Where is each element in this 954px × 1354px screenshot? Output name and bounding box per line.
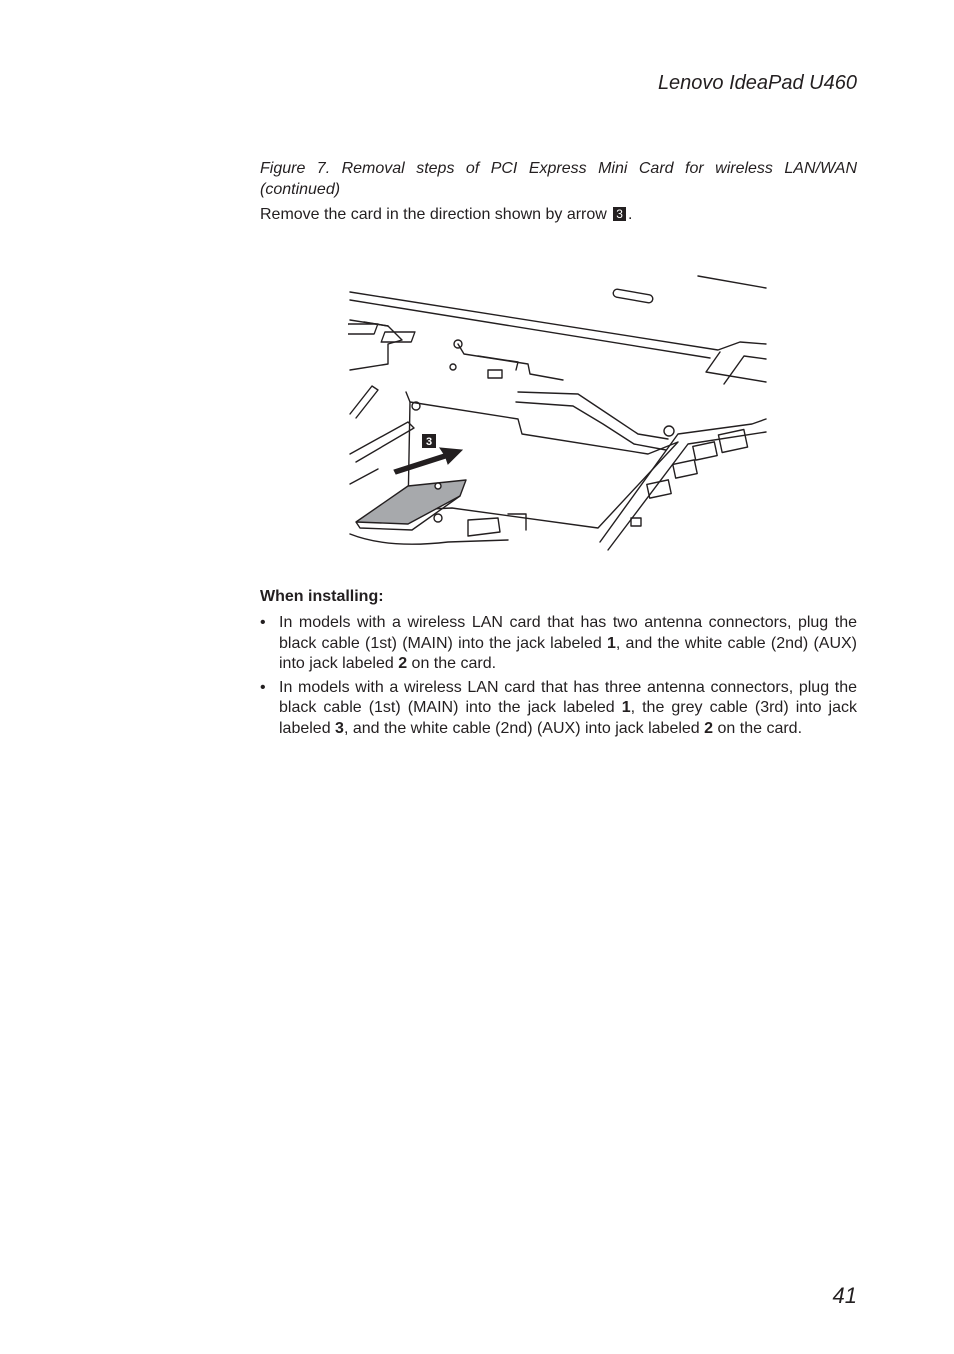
bullet-marker: • [260,614,266,631]
instruction-text-after: . [627,206,633,223]
laptop-internals-drawing [348,274,768,554]
item-text: on the card. [407,655,497,672]
instruction-text [260,204,857,225]
figure-text-block [260,158,857,225]
instruction-text-before: Remove the card in the direction shown by arrow [260,206,607,223]
running-header: Lenovo IdeaPad U460 [657,72,857,94]
step-badge: 3 [613,207,626,221]
bullet-marker: • [260,678,266,696]
installing-heading: When installing: [260,588,384,605]
installing-section [260,586,857,742]
figure-caption: Figure 7. Removal steps of PCI Express Mini Card for wireless LAN/WAN (continued) [260,160,857,198]
item-text: , the grey cable (3rd) into jack labeled [279,699,857,737]
item-text: In models with a wireless LAN card that has three antenna connectors, plug the black cable (1st) (MAIN) into the jack labeled [279,678,857,716]
item-text: , and the white cable (2nd) (AUX) into jack labeled [343,719,705,737]
callout-3-label: 3 [425,436,433,448]
list-item [260,613,857,675]
jack-label: 2 [398,655,408,672]
installing-list [260,613,857,739]
item-text: , and the white cable (2nd) (AUX) into jack labeled [279,634,857,672]
jack-label: 2 [704,719,714,737]
list-item [260,678,857,740]
jack-label: 3 [335,719,344,737]
item-text: on the card. [713,719,803,737]
jack-label: 1 [621,699,631,716]
jack-label: 1 [606,634,616,652]
removal-illustration [348,274,768,554]
item-text: In models with a wireless LAN card that has two antenna connectors, plug the black cable (1st) (MAIN) into the jack labeled [279,614,857,652]
page-number: 41 [832,1283,857,1308]
